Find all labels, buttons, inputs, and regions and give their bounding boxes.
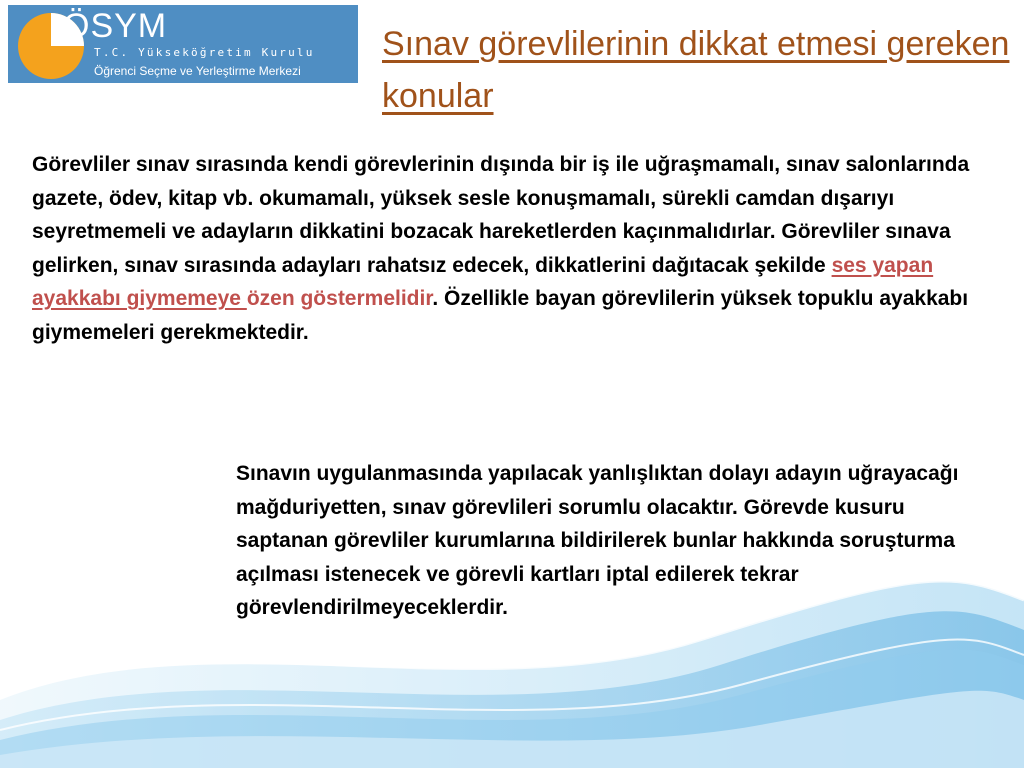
logo-line1: T.C. Yükseköğretim Kurulu (94, 46, 315, 59)
paragraph-1 (32, 148, 992, 349)
highlight: özen göstermelidir (246, 287, 433, 310)
paragraph-2: Sınavın uygulanmasında yapılacak yanlışlıktan dolayı adayın uğrayacağı mağduriyetten, sınav görevlileri sorumlu olacaktır. Görevde kusuru saptanan görevliler kurumlarına bildirilerek bunlar hakkında soruşturma açılması istenecek ve görevli kartları iptal edilerek tekrar görevlendirilmeyeceklerdir. (236, 462, 959, 619)
highlight-underlined: ses yapan ayakkabı giymemeye (32, 253, 934, 310)
paragraph-1-end: . Özellikle bayan görevlilerin yüksek topuklu ayakkabı giymemeleri gerekmektedir. (32, 287, 969, 344)
logo-line2: Öğrenci Seçme ve Yerleştirme Merkezi (94, 64, 301, 78)
slide-title: Sınav görevlilerinin dikkat etmesi gereken konular (382, 25, 1010, 115)
paragraph-1-text: Görevliler sınav sırasında kendi görevlerinin dışında bir iş ile uğraşmamalı, sınav salonlarında gazete, ödev, kitap vb. okumamalı, yüksek sesle konuşmamalı, sürekli camdan dışarıyı seyretmemeli ve adayların dikkatini bozacak hareketlerden kaçınmalıdırlar. Görevliler sınava gelirken, sınav sırasında adayları rahatsız edecek, dikkatlerini dağıtacak şekilde (32, 153, 970, 277)
logo-brand: ÖSYM (63, 7, 168, 45)
osym-logo (8, 5, 358, 83)
